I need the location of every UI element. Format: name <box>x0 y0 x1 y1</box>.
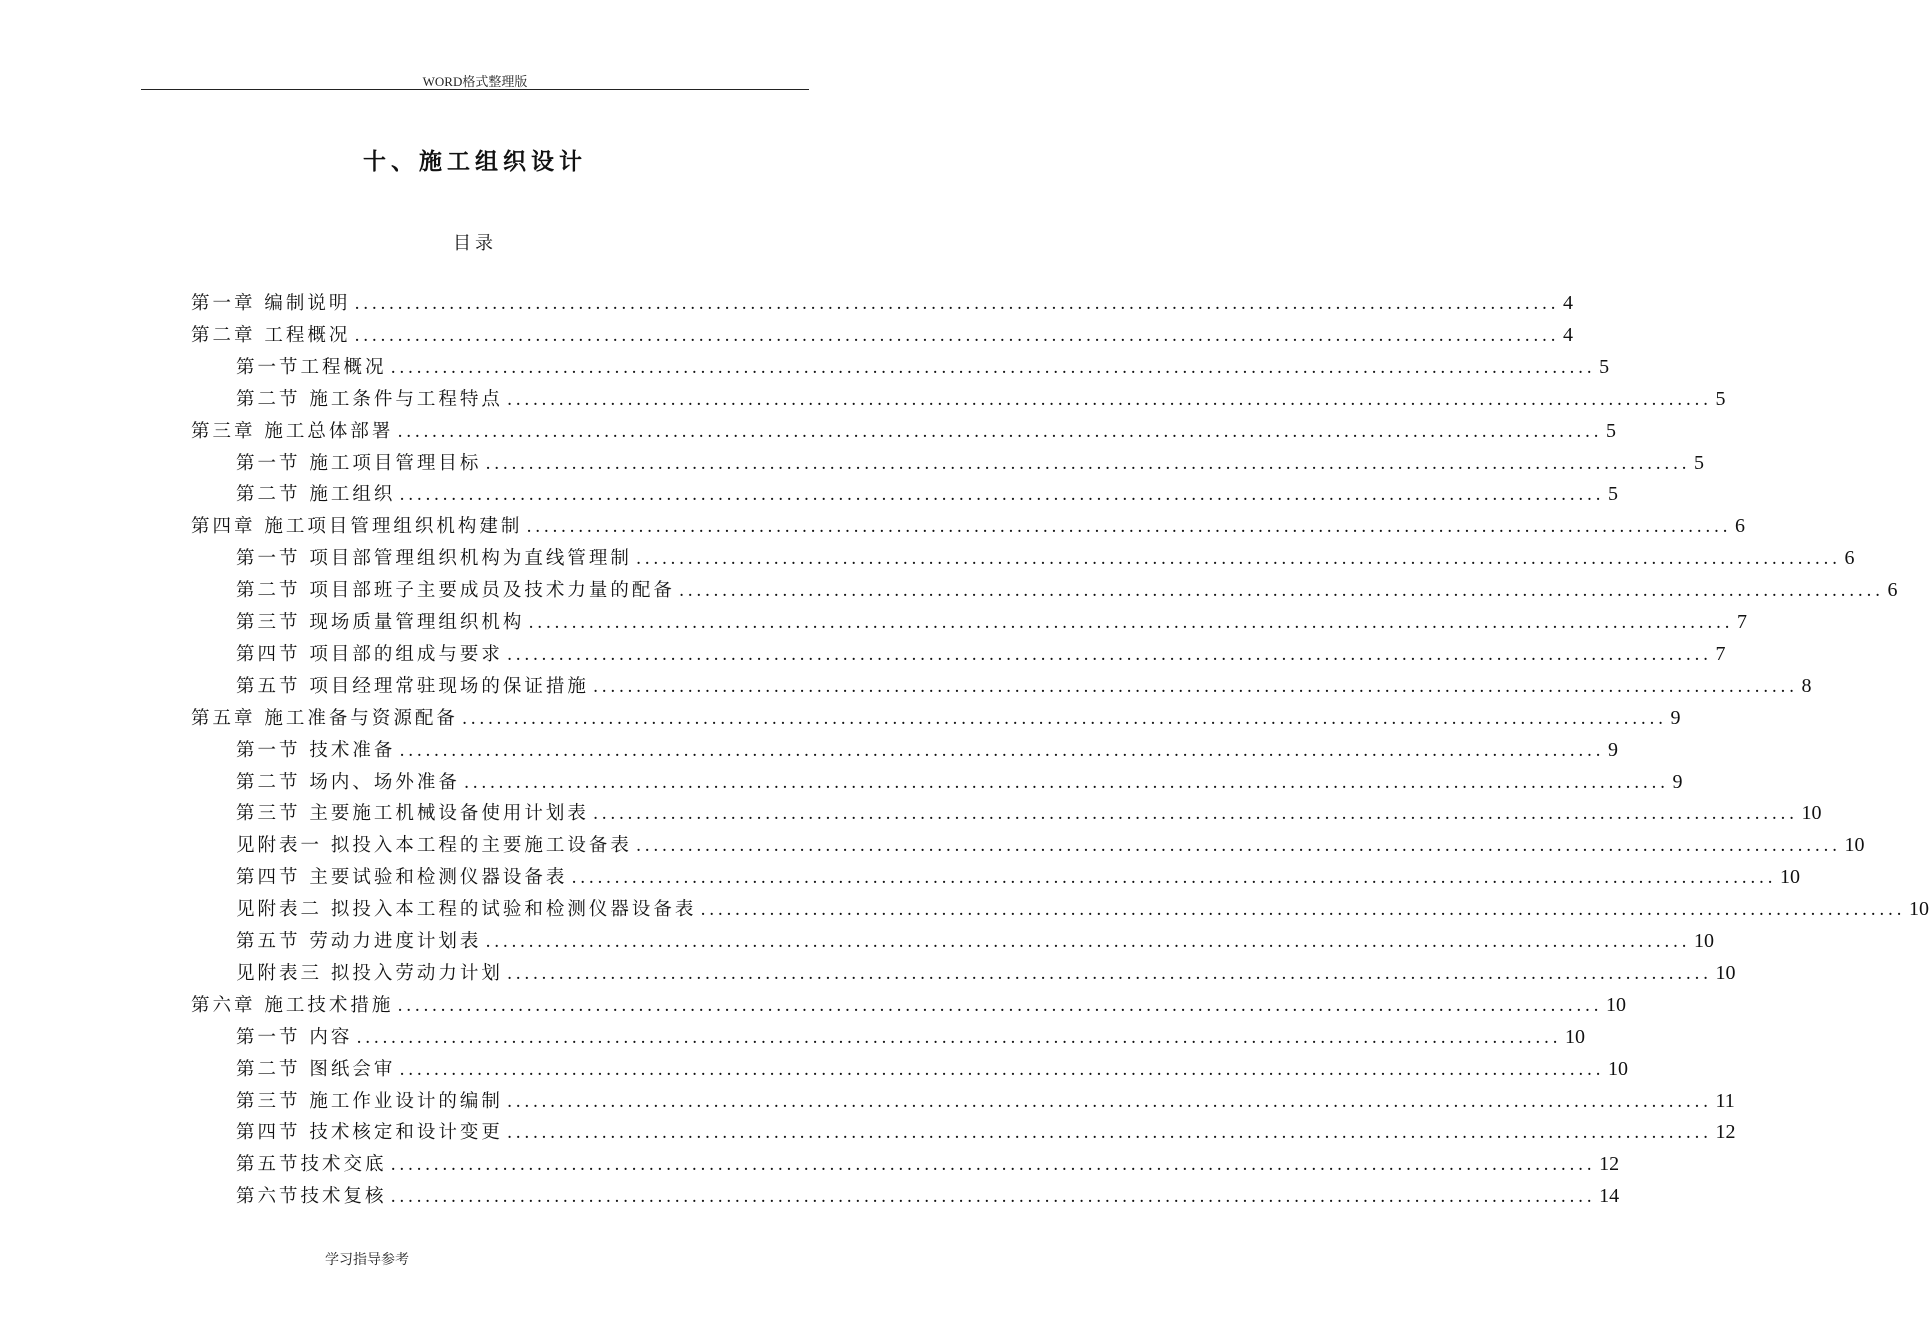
toc-entry[interactable] <box>191 417 1616 449</box>
toc-entry-label: 第四节 技术核定和设计变更 <box>236 1122 503 1144</box>
toc-entry-page: 9 <box>1670 706 1681 729</box>
toc-entry-page: 5 <box>1607 483 1618 506</box>
toc-entry[interactable] <box>236 895 1929 927</box>
toc-dot-leader: ............................................................................................................................................ <box>461 708 1667 729</box>
toc-entry-label: 第二节 施工条件与工程特点 <box>236 388 503 410</box>
toc-dot-leader: ............................................................................................................................................ <box>592 804 1798 825</box>
page-header: WORD格式整理版 <box>422 74 528 89</box>
toc-entry-label: 第五节 劳动力进度计划表 <box>236 931 482 952</box>
toc-dot-leader: ............................................................................................................................................ <box>397 421 1602 442</box>
toc-entry-label: 第三节 施工作业设计的编制 <box>236 1090 503 1112</box>
toc-entry-page: 5 <box>1715 387 1726 410</box>
toc-entry-label: 第六章 施工技术措施 <box>191 994 394 1016</box>
toc-entry-page: 10 <box>1715 961 1736 984</box>
header-rule <box>141 89 809 90</box>
page-footer: 学习指导参考 <box>325 1252 409 1268</box>
toc-entry[interactable] <box>236 544 1855 576</box>
toc-entry-page: 12 <box>1599 1153 1620 1176</box>
toc-entry-page: 4 <box>1562 323 1573 346</box>
toc-entry[interactable] <box>236 959 1736 991</box>
toc-entry[interactable] <box>236 768 1683 800</box>
toc-entry[interactable] <box>236 353 1610 385</box>
toc-entry-label: 第一节 施工项目管理目标 <box>236 452 482 474</box>
toc-entry-label: 第五节技术交底 <box>236 1154 387 1176</box>
toc-dot-leader: ............................................................................................................................................ <box>354 325 1559 346</box>
toc-entry[interactable] <box>236 576 1898 608</box>
toc-dot-leader: ............................................................................................................................................ <box>390 1155 1596 1176</box>
toc-entry-label: 第五节 项目经理常驻现场的保证措施 <box>236 675 589 697</box>
toc-entry-page: 10 <box>1801 802 1822 825</box>
toc-entry-page: 5 <box>1605 419 1616 442</box>
toc-entry[interactable] <box>236 672 1812 704</box>
toc-entry[interactable] <box>191 704 1681 736</box>
toc-entry-label: 第一节工程概况 <box>236 356 387 378</box>
toc-entry-label: 第一节 内容 <box>236 1026 353 1048</box>
toc-dot-leader: ............................................................................................................................................ <box>528 613 1733 633</box>
toc-entry-label: 第三章 施工总体部署 <box>191 420 394 442</box>
toc-dot-leader: ............................................................................................................................................ <box>506 644 1712 665</box>
toc-entry-page: 10 <box>1605 993 1626 1016</box>
toc-dot-leader: ............................................................................................................................................ <box>390 357 1596 378</box>
toc-dot-leader: ............................................................................................................................................ <box>356 1027 1561 1048</box>
toc-entry-label: 第一节 技术准备 <box>236 739 396 761</box>
toc-entry[interactable] <box>236 1023 1585 1055</box>
toc-dot-leader: ............................................................................................................................................ <box>678 581 1884 602</box>
toc-dot-leader: ............................................................................................................................................ <box>506 1091 1712 1112</box>
toc-entry[interactable] <box>191 289 1573 321</box>
document-title: 十、施工组织设计 <box>363 148 587 175</box>
toc-heading: 目录 <box>453 233 497 254</box>
toc-dot-leader: ............................................................................................................................................ <box>485 932 1690 952</box>
toc-entry-page: 11 <box>1715 1089 1735 1112</box>
toc-entry-page: 10 <box>1908 898 1929 921</box>
toc-dot-leader: ............................................................................................................................................ <box>506 963 1712 984</box>
toc-dot-leader: ............................................................................................................................................ <box>399 1059 1604 1080</box>
toc-entry-page: 8 <box>1801 674 1812 697</box>
toc-dot-leader: ............................................................................................................................................ <box>354 294 1559 314</box>
toc-entry-page: 7 <box>1736 611 1747 633</box>
toc-entry-page: 6 <box>1734 515 1745 538</box>
toc-entry-page: 9 <box>1607 738 1618 761</box>
toc-entry-page: 14 <box>1599 1185 1620 1208</box>
toc-dot-leader: ............................................................................................................................................ <box>700 900 1905 921</box>
toc-entry[interactable] <box>236 480 1618 512</box>
toc-entry-label: 见附表一 拟投入本工程的主要施工设备表 <box>236 835 632 857</box>
toc-entry-page: 4 <box>1562 292 1573 314</box>
toc-entry[interactable] <box>236 799 1822 831</box>
toc-dot-leader: ............................................................................................................................................ <box>635 836 1841 857</box>
toc-entry[interactable] <box>236 1087 1735 1119</box>
toc-entry[interactable] <box>236 927 1714 959</box>
toc-dot-leader: ............................................................................................................................................ <box>506 1123 1712 1144</box>
toc-entry[interactable] <box>191 512 1745 544</box>
toc-entry[interactable] <box>236 608 1747 640</box>
toc-entry-label: 第四节 主要试验和检测仪器设备表 <box>236 867 568 889</box>
toc-entry-label: 见附表二 拟投入本工程的试验和检测仪器设备表 <box>236 899 697 921</box>
toc-entry[interactable] <box>236 736 1618 768</box>
toc-entry[interactable] <box>236 385 1726 417</box>
toc-entry[interactable] <box>236 1182 1620 1214</box>
toc-dot-leader: ............................................................................................................................................ <box>571 868 1776 889</box>
toc-entry-label: 第二节 场内、场外准备 <box>236 771 460 793</box>
toc-entry-page: 12 <box>1715 1121 1736 1144</box>
toc-entry[interactable] <box>236 1150 1620 1182</box>
toc-entry-label: 第六节技术复核 <box>236 1186 387 1208</box>
toc-entry[interactable] <box>191 321 1573 353</box>
toc-entry-label: 第二节 项目部班子主要成员及技术力量的配备 <box>236 580 675 602</box>
toc-entry-page: 6 <box>1844 547 1855 570</box>
toc-entry-page: 6 <box>1887 579 1898 602</box>
toc-entry-label: 第二节 图纸会审 <box>236 1058 396 1080</box>
toc-entry-page: 5 <box>1599 355 1610 378</box>
toc-entry-label: 第四节 项目部的组成与要求 <box>236 643 503 665</box>
toc-entry[interactable] <box>191 991 1626 1023</box>
toc-dot-leader: ............................................................................................................................................ <box>390 1187 1596 1208</box>
toc-entry-label: 第二章 工程概况 <box>191 324 351 346</box>
toc-dot-leader: ............................................................................................................................................ <box>397 995 1602 1016</box>
toc-dot-leader: ............................................................................................................................................ <box>463 772 1669 793</box>
toc-entry-page: 9 <box>1672 770 1683 793</box>
toc-entry-label: 第四章 施工项目管理组织机构建制 <box>191 516 523 538</box>
toc-entry-page: 10 <box>1564 1025 1585 1048</box>
toc-entry-label: 第三节 主要施工机械设备使用计划表 <box>236 803 589 825</box>
toc-entry-label: 第三节 现场质量管理组织机构 <box>236 612 525 633</box>
toc-entry-label: 第五章 施工准备与资源配备 <box>191 707 458 729</box>
toc-entry-page: 10 <box>1779 866 1800 889</box>
toc-dot-leader: ............................................................................................................................................ <box>592 676 1798 697</box>
toc-dot-leader: ............................................................................................................................................ <box>485 453 1690 474</box>
toc-entry[interactable] <box>236 640 1726 672</box>
toc-entry[interactable] <box>236 449 1704 481</box>
toc-entry-page: 5 <box>1693 451 1704 474</box>
toc-entry-label: 见附表三 拟投入劳动力计划 <box>236 962 503 984</box>
toc-entry-page: 10 <box>1844 834 1865 857</box>
toc-entry[interactable] <box>236 831 1865 863</box>
toc-entry-page: 10 <box>1607 1057 1628 1080</box>
toc-entry[interactable] <box>236 1118 1736 1150</box>
toc-dot-leader: ............................................................................................................................................ <box>399 740 1604 761</box>
toc-entry[interactable] <box>236 863 1800 895</box>
toc-entry[interactable] <box>236 1055 1628 1087</box>
toc-entry-page: 7 <box>1715 642 1726 665</box>
toc-entry-label: 第一章 编制说明 <box>191 293 351 314</box>
toc-entry-label: 第二节 施工组织 <box>236 484 396 506</box>
toc-dot-leader: ............................................................................................................................................ <box>506 389 1712 410</box>
toc-dot-leader: ............................................................................................................................................ <box>399 485 1604 506</box>
toc-entry-page: 10 <box>1693 930 1714 952</box>
toc-dot-leader: ............................................................................................................................................ <box>635 549 1841 570</box>
toc-entry-label: 第一节 项目部管理组织机构为直线管理制 <box>236 548 632 570</box>
toc-dot-leader: ............................................................................................................................................ <box>526 517 1731 538</box>
